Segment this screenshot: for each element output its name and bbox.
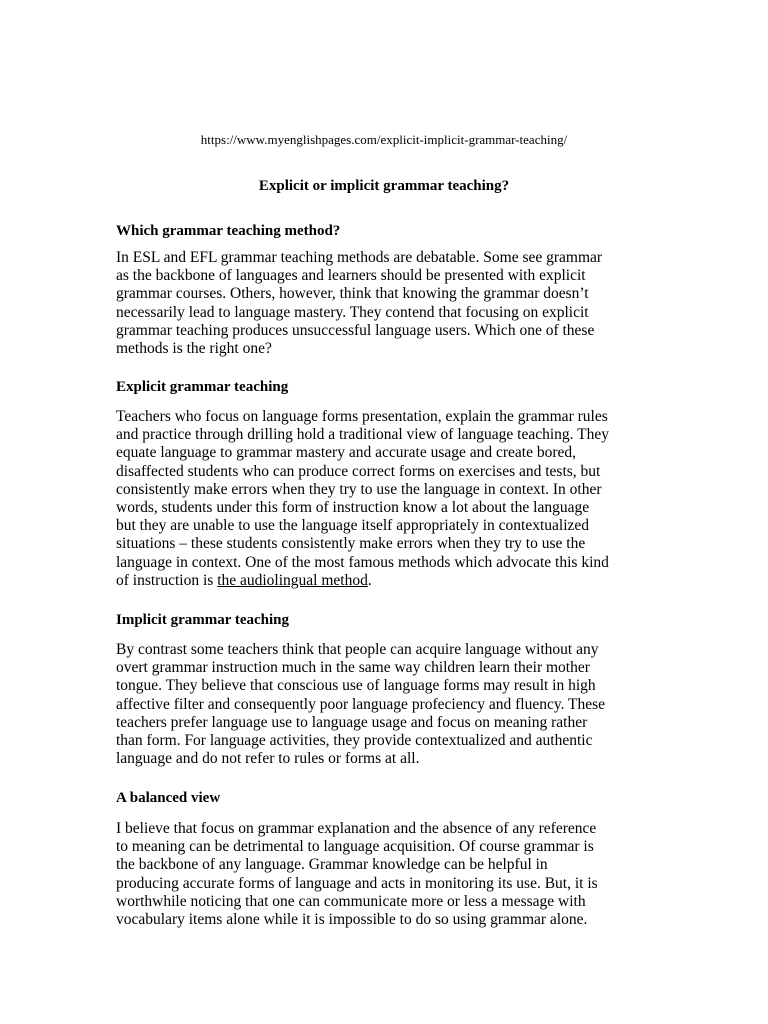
source-url: https://www.myenglishpages.com/explicit-implicit-grammar-teaching/ [200, 132, 568, 147]
paragraph-line [116, 572, 652, 590]
document-title: Explicit or implicit grammar teaching? [258, 178, 510, 194]
paragraph-line: methods is the right one? [116, 340, 272, 358]
section-paragraph-balanced [116, 820, 652, 929]
paragraph-line: language and do not refer to rules or forms at all. [116, 750, 420, 768]
line-prefix: of instruction is [116, 571, 218, 589]
paragraph-line: equate language to grammar mastery and accurate usage and create bored, [116, 444, 577, 462]
section-heading-balanced: A balanced view [116, 790, 221, 806]
paragraph-line: as the backbone of languages and learners should be presented with explicit [116, 267, 586, 285]
paragraph-line: affective filter and consequently poor language profeciency and fluency. These [116, 695, 606, 713]
section-heading-which-method: Which grammar teaching method? [116, 223, 341, 239]
paragraph-line: In ESL and EFL grammar teaching methods are debatable. Some see grammar [116, 249, 603, 266]
paragraph-line: I believe that focus on grammar explanation and the absence of any reference [116, 820, 597, 837]
paragraph-line: and practice through drilling hold a traditional view of language teaching. They [116, 426, 609, 444]
paragraph-line: producing accurate forms of language and acts in monitoring its use. But, it is [116, 874, 598, 892]
paragraph-line: By contrast some teachers think that people can acquire language without any [116, 641, 599, 658]
paragraph-line: worthwhile noticing that one can communicate more or less a message with [116, 892, 586, 910]
paragraph-line: situations – these students consistently make errors when they try to use the [116, 535, 586, 553]
section-paragraph-explicit [116, 408, 652, 590]
paragraph-line: necessarily lead to language mastery. They contend that focusing on explicit [116, 303, 589, 321]
paragraph-line: grammar teaching produces unsuccessful language users. Which one of these [116, 321, 595, 339]
section-paragraph-implicit [116, 641, 652, 768]
paragraph-line: teachers prefer language use to language usage and focus on meaning rather [116, 713, 588, 731]
paragraph-line: than form. For language activities, they provide contextualized and authentic [116, 732, 593, 750]
line-suffix: . [367, 571, 372, 589]
section-heading-implicit: Implicit grammar teaching [116, 612, 290, 628]
paragraph-line: vocabulary items alone while it is impossible to do so using grammar alone. [116, 911, 588, 929]
paragraph-line: consistently make errors when they try to use the language in context. In other [116, 480, 602, 498]
audiolingual-method-link[interactable]: the audiolingual method [217, 571, 368, 589]
paragraph-line: language in context. One of the most famous methods which advocate this kind [116, 553, 609, 571]
section-heading-explicit: Explicit grammar teaching [116, 379, 289, 395]
paragraph-line: but they are unable to use the language itself appropriately in contextualized [116, 517, 590, 535]
paragraph-line: tongue. They believe that conscious use of language forms may result in high [116, 677, 596, 695]
paragraph-line: to meaning can be detrimental to language acquisition. Of course grammar is [116, 838, 594, 856]
section-paragraph-which-method [116, 249, 652, 358]
paragraph-line: Teachers who focus on language forms presentation, explain the grammar rules [116, 408, 608, 425]
paragraph-line: the backbone of any language. Grammar knowledge can be helpful in [116, 856, 548, 874]
paragraph-line: overt grammar instruction much in the same way children learn their mother [116, 659, 590, 677]
paragraph-line: words, students under this form of instruction know a lot about the language [116, 499, 590, 517]
paragraph-line: grammar courses. Others, however, think that knowing the grammar doesn’t [116, 285, 589, 303]
paragraph-line: disaffected students who can produce correct forms on exercises and tests, but [116, 462, 601, 480]
